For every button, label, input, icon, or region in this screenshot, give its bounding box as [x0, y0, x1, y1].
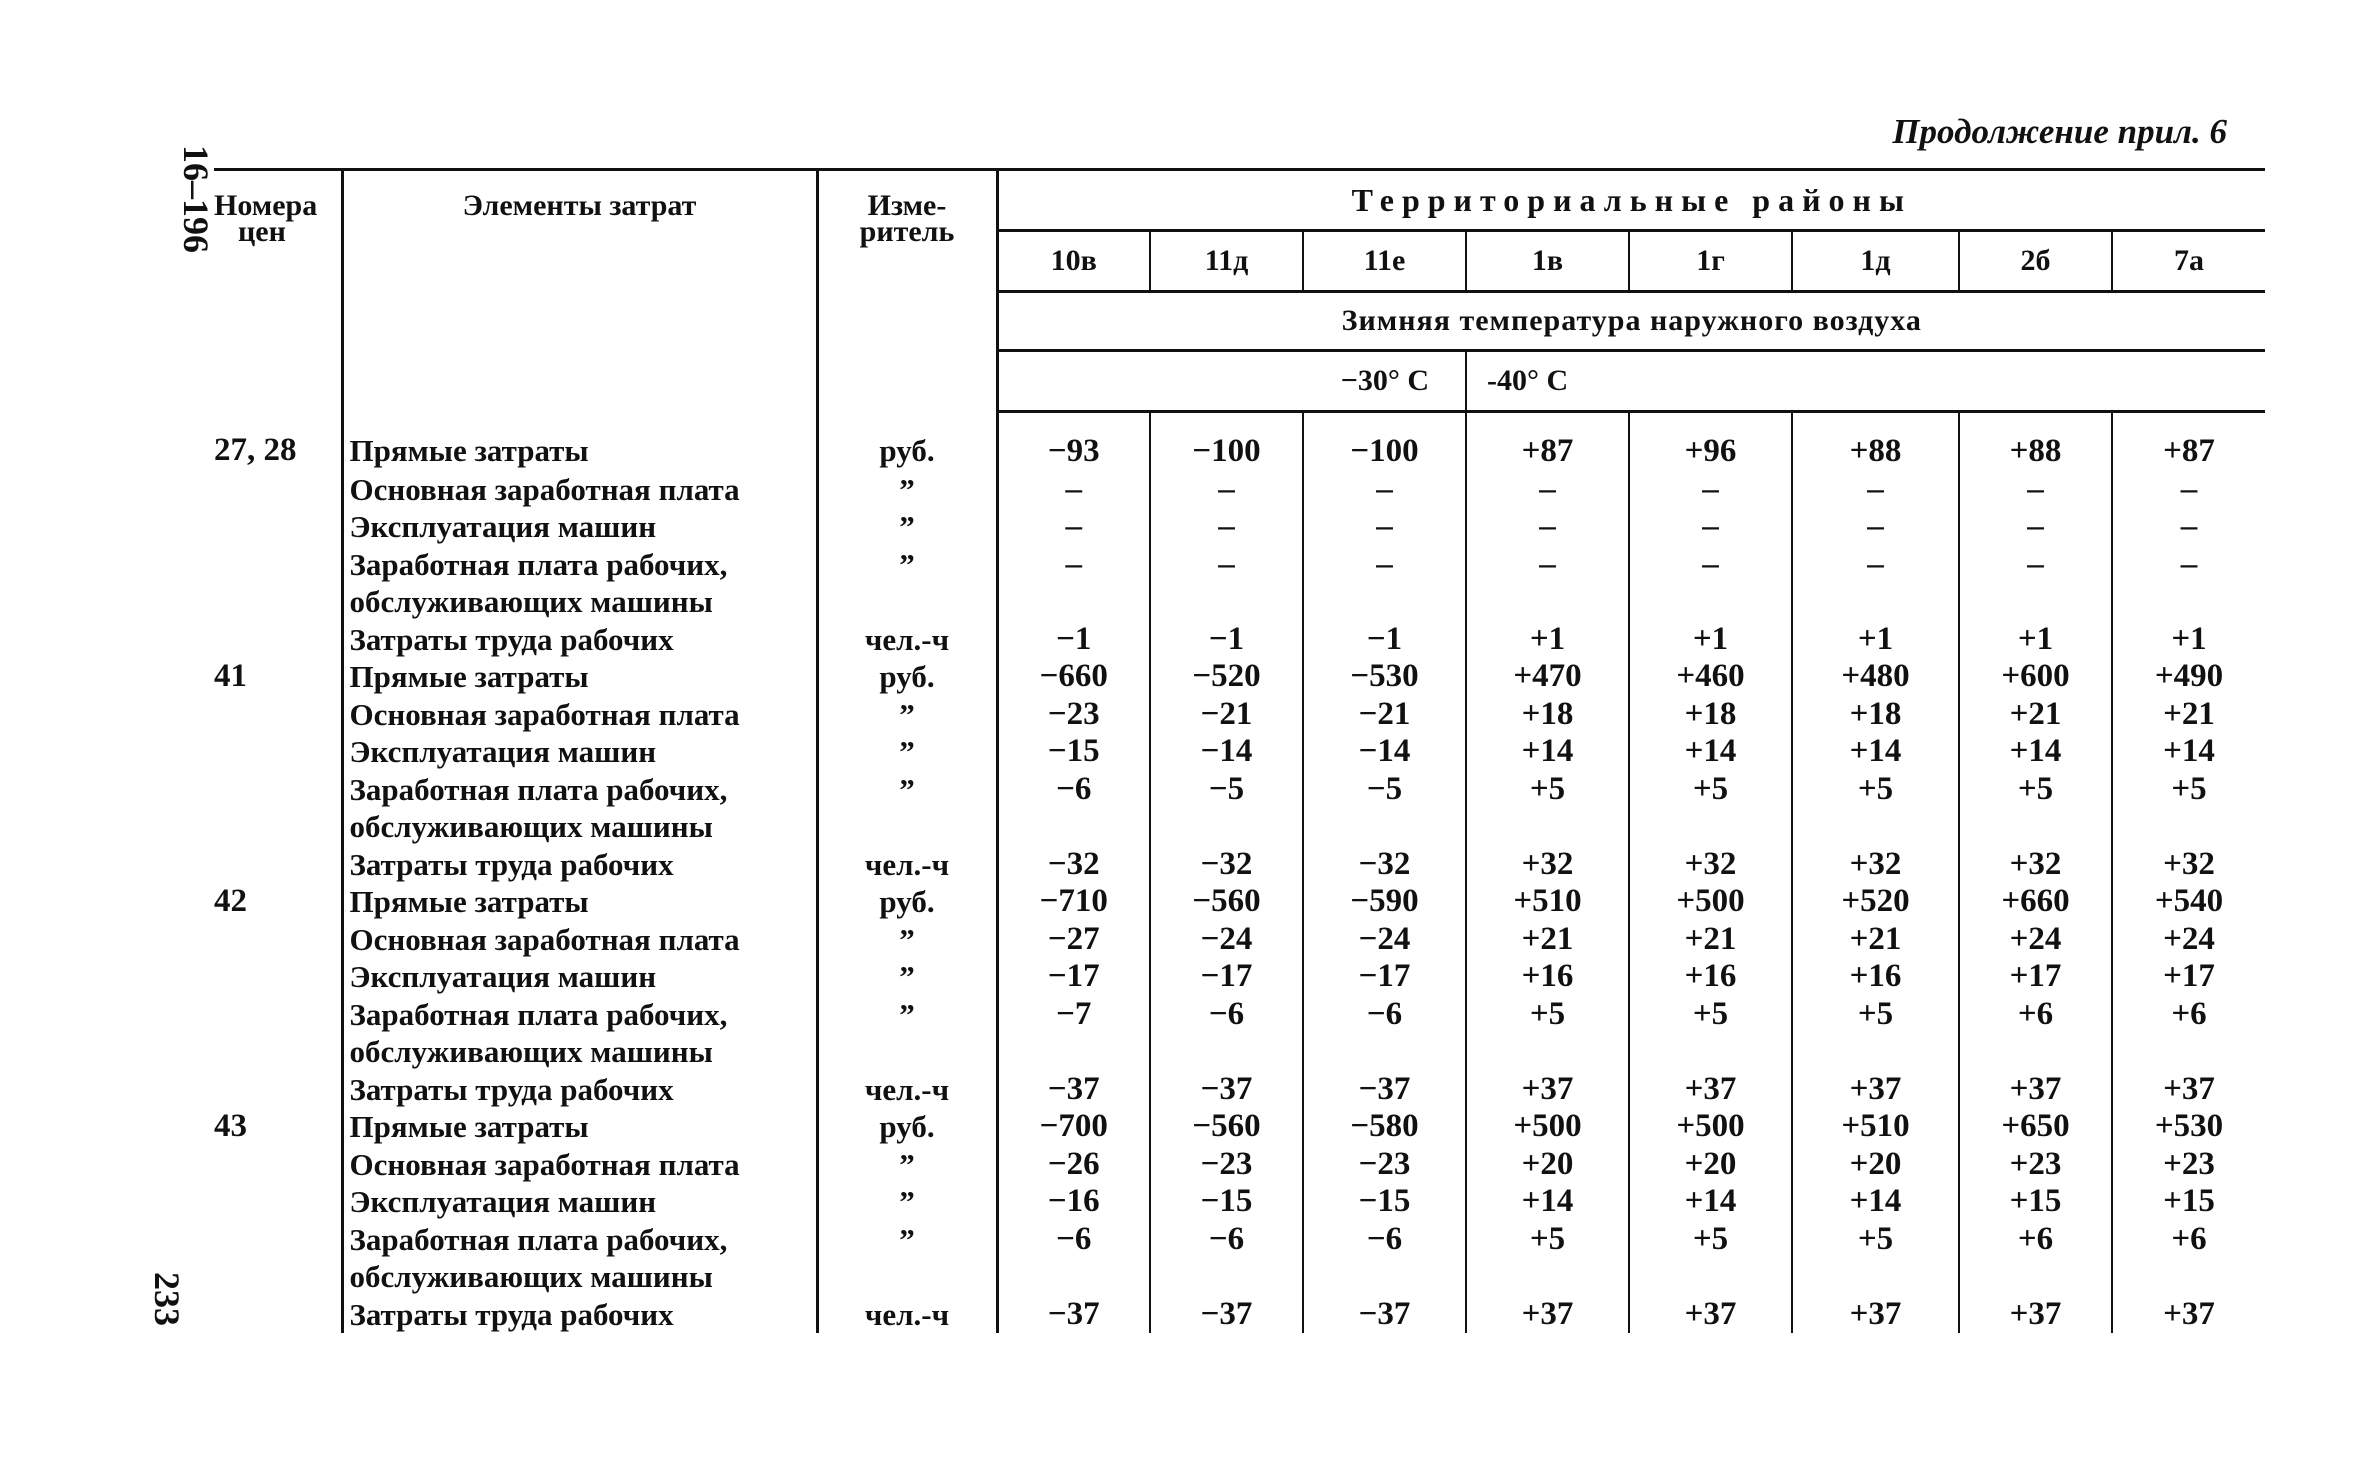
- header-region-code: 7а: [2112, 231, 2265, 292]
- price-number: [214, 546, 342, 621]
- region-value: +14: [2163, 733, 2215, 769]
- region-value: +650: [1959, 1108, 2112, 1146]
- region-value: +5: [2171, 770, 2207, 807]
- price-number: [214, 1221, 342, 1296]
- cost-element: Затраты труда рабочих: [342, 1296, 817, 1334]
- region-value: +5: [1629, 996, 1792, 1071]
- unit-of-measure: чел.-ч: [817, 621, 997, 659]
- cost-element: Затраты труда рабочих: [342, 621, 817, 659]
- region-value: +540: [2154, 883, 2224, 919]
- region-value: −26: [997, 1146, 1150, 1184]
- price-number: 42: [214, 883, 247, 919]
- region-value: −6: [1303, 1221, 1466, 1296]
- region-value: +14: [1959, 733, 2112, 771]
- region-value: +16: [1792, 958, 1959, 996]
- table-row: [214, 996, 2265, 1071]
- cost-element: Заработная плата рабочих, обслуживающих машины: [342, 771, 817, 846]
- table-row: [214, 846, 2265, 884]
- header-region-code: 11д: [1150, 231, 1303, 292]
- region-value: –: [1303, 546, 1466, 621]
- unit-of-measure: ”: [817, 546, 997, 621]
- region-value: –: [1303, 508, 1466, 546]
- cost-element: Прямые затраты: [342, 412, 817, 471]
- region-value: +88: [1959, 412, 2112, 471]
- region-value: –: [1150, 471, 1303, 509]
- region-value: –: [1629, 471, 1792, 509]
- region-value: +37: [1959, 1296, 2112, 1334]
- table-row: [214, 1296, 2265, 1334]
- region-value: +21: [1792, 921, 1959, 959]
- region-value: −24: [1303, 921, 1466, 959]
- unit-of-measure: ”: [817, 771, 997, 846]
- price-number: [214, 508, 342, 546]
- price-number: [214, 471, 342, 509]
- region-value: +20: [1792, 1146, 1959, 1184]
- price-number: [214, 958, 342, 996]
- header-unit: [817, 170, 997, 412]
- region-value: −37: [1303, 1296, 1466, 1334]
- region-value: +5: [1466, 1221, 1629, 1296]
- region-value: −5: [1150, 771, 1303, 846]
- region-value: –: [2180, 545, 2198, 582]
- region-value: −6: [997, 1221, 1150, 1296]
- cost-element: Эксплуатация машин: [342, 733, 817, 771]
- region-value: −14: [1303, 733, 1466, 771]
- region-value: –: [1792, 508, 1959, 546]
- unit-of-measure: ”: [817, 471, 997, 509]
- table-row: [214, 471, 2265, 509]
- region-value: +14: [1792, 1183, 1959, 1221]
- region-value: −1: [997, 621, 1150, 659]
- cost-element: Заработная плата рабочих, обслуживающих машины: [342, 996, 817, 1071]
- region-value: –: [997, 508, 1150, 546]
- unit-of-measure: чел.-ч: [817, 846, 997, 884]
- table-row: [214, 1108, 2265, 1146]
- region-value: +15: [2163, 1183, 2215, 1219]
- region-value: +14: [1629, 733, 1792, 771]
- region-value: −6: [1150, 996, 1303, 1071]
- cost-element: Затраты труда рабочих: [342, 846, 817, 884]
- region-value: +37: [1466, 1296, 1629, 1334]
- region-value: +23: [2163, 1145, 2215, 1182]
- unit-of-measure: ”: [817, 921, 997, 959]
- table-row: [214, 771, 2265, 846]
- cost-element: Эксплуатация машин: [342, 508, 817, 546]
- unit-of-measure: ”: [817, 996, 997, 1071]
- region-value: +500: [1629, 883, 1792, 921]
- unit-of-measure: ”: [817, 733, 997, 771]
- region-value: +37: [1466, 1071, 1629, 1109]
- region-value: +5: [1792, 996, 1959, 1071]
- region-value: −5: [1303, 771, 1466, 846]
- table-row: [214, 621, 2265, 659]
- region-value: +500: [1629, 1108, 1792, 1146]
- region-value: +37: [1792, 1296, 1959, 1334]
- header-region-code: 11е: [1303, 231, 1466, 292]
- cost-element: Основная заработная плата: [342, 1146, 817, 1184]
- region-value: −6: [1150, 1221, 1303, 1296]
- header-region-code: 10в: [997, 231, 1150, 292]
- region-value: +530: [2154, 1108, 2224, 1144]
- page-number: 233: [147, 1272, 187, 1326]
- region-value: −16: [997, 1183, 1150, 1221]
- margin-code: 16–196: [176, 145, 216, 253]
- region-value: +14: [1466, 733, 1629, 771]
- region-value: +24: [2163, 920, 2215, 957]
- unit-of-measure: ”: [817, 1221, 997, 1296]
- unit-of-measure: ”: [817, 958, 997, 996]
- region-value: −560: [1150, 1108, 1303, 1146]
- cost-element: Затраты труда рабочих: [342, 1071, 817, 1109]
- region-value: +1: [1466, 621, 1629, 659]
- region-value: +96: [1629, 412, 1792, 471]
- cost-element: Основная заработная плата: [342, 696, 817, 734]
- region-value: +17: [1959, 958, 2112, 996]
- region-value: −23: [1303, 1146, 1466, 1184]
- price-number: [214, 1071, 342, 1109]
- region-value: +510: [1466, 883, 1629, 921]
- region-value: +37: [2163, 1070, 2215, 1107]
- region-value: +5: [1466, 771, 1629, 846]
- region-value: −37: [1150, 1071, 1303, 1109]
- header-region-code: 2б: [1959, 231, 2112, 292]
- cost-element: Основная заработная плата: [342, 471, 817, 509]
- region-value: −17: [1150, 958, 1303, 996]
- header-number-line1: Номера: [214, 189, 318, 222]
- header-unit-line1: Изме-: [867, 189, 947, 222]
- region-value: +15: [1959, 1183, 2112, 1221]
- table-row: [214, 1221, 2265, 1296]
- region-value: –: [1629, 546, 1792, 621]
- region-value: −37: [997, 1071, 1150, 1109]
- table-row: [214, 733, 2265, 771]
- table-row: [214, 546, 2265, 621]
- price-number: [214, 1296, 342, 1334]
- table-row: [214, 696, 2265, 734]
- region-value: –: [2180, 470, 2198, 507]
- region-value: +18: [1629, 696, 1792, 734]
- cost-element: Основная заработная плата: [342, 921, 817, 959]
- table-row: [214, 1183, 2265, 1221]
- price-number: [214, 771, 342, 846]
- region-value: +18: [1792, 696, 1959, 734]
- unit-of-measure: ”: [817, 696, 997, 734]
- header-unit-line2: ритель: [859, 215, 955, 248]
- region-value: +32: [1792, 846, 1959, 884]
- table-row: [214, 658, 2265, 696]
- region-value: +5: [1792, 1221, 1959, 1296]
- region-value: −17: [1303, 958, 1466, 996]
- table-row: [214, 958, 2265, 996]
- region-value: −560: [1150, 883, 1303, 921]
- region-value: −37: [997, 1296, 1150, 1334]
- price-number: [214, 696, 342, 734]
- region-value: +5: [1792, 771, 1959, 846]
- region-value: +5: [1629, 1221, 1792, 1296]
- region-value: +37: [1629, 1071, 1792, 1109]
- price-number: [214, 996, 342, 1071]
- region-value: +37: [1959, 1071, 2112, 1109]
- table-row: [214, 508, 2265, 546]
- region-value: −6: [1303, 996, 1466, 1071]
- region-value: +23: [1959, 1146, 2112, 1184]
- header-region-code: 1д: [1792, 231, 1959, 292]
- region-value: +18: [1466, 696, 1629, 734]
- unit-of-measure: чел.-ч: [817, 1296, 997, 1334]
- region-value: +14: [1792, 733, 1959, 771]
- region-value: −32: [1303, 846, 1466, 884]
- region-value: −23: [1150, 1146, 1303, 1184]
- region-value: −93: [997, 412, 1150, 471]
- region-value: −7: [997, 996, 1150, 1071]
- unit-of-measure: руб.: [817, 1108, 997, 1146]
- region-value: +6: [2171, 995, 2207, 1032]
- header-temp-minus40: -40° С: [1466, 351, 2265, 412]
- region-value: –: [1629, 508, 1792, 546]
- region-value: +37: [2163, 1295, 2215, 1332]
- header-elements: Элементы затрат: [342, 170, 817, 412]
- region-value: –: [1792, 546, 1959, 621]
- region-value: +600: [1959, 658, 2112, 696]
- region-value: –: [997, 471, 1150, 509]
- header-temp-minus30: −30° С: [997, 351, 1466, 412]
- region-value: +14: [1466, 1183, 1629, 1221]
- region-value: −520: [1150, 658, 1303, 696]
- region-value: −660: [997, 658, 1150, 696]
- region-value: −23: [997, 696, 1150, 734]
- price-number: [214, 621, 342, 659]
- region-value: +14: [1629, 1183, 1792, 1221]
- region-value: −14: [1150, 733, 1303, 771]
- region-value: −32: [1150, 846, 1303, 884]
- region-value: −27: [997, 921, 1150, 959]
- unit-of-measure: руб.: [817, 883, 997, 921]
- cost-element: Эксплуатация машин: [342, 1183, 817, 1221]
- unit-of-measure: ”: [817, 508, 997, 546]
- table-row: [214, 1071, 2265, 1109]
- region-value: –: [1959, 471, 2112, 509]
- price-number: 41: [214, 658, 247, 694]
- region-value: −37: [1303, 1071, 1466, 1109]
- region-value: –: [1959, 508, 2112, 546]
- region-value: −100: [1150, 412, 1303, 471]
- region-value: +21: [1959, 696, 2112, 734]
- region-value: +32: [1466, 846, 1629, 884]
- region-value: –: [997, 546, 1150, 621]
- region-value: –: [1150, 508, 1303, 546]
- region-value: +21: [1629, 921, 1792, 959]
- cost-element: Эксплуатация машин: [342, 958, 817, 996]
- region-value: +1: [2171, 620, 2207, 657]
- region-value: −100: [1303, 412, 1466, 471]
- table-row: [214, 1146, 2265, 1184]
- price-number: 43: [214, 1108, 247, 1144]
- price-number: [214, 1146, 342, 1184]
- region-value: −32: [997, 846, 1150, 884]
- cost-element: Прямые затраты: [342, 1108, 817, 1146]
- region-value: –: [2180, 508, 2198, 544]
- region-value: +510: [1792, 1108, 1959, 1146]
- region-value: +88: [1792, 412, 1959, 471]
- header-number-line2: цен: [238, 215, 286, 248]
- region-value: +37: [1792, 1071, 1959, 1109]
- region-value: +20: [1466, 1146, 1629, 1184]
- region-value: −580: [1303, 1108, 1466, 1146]
- region-value: −15: [1303, 1183, 1466, 1221]
- price-number: 27, 28: [214, 431, 297, 468]
- header-region-code: 1г: [1629, 231, 1792, 292]
- header-number: [214, 170, 342, 412]
- region-value: −710: [997, 883, 1150, 921]
- price-number: [214, 733, 342, 771]
- region-value: −17: [997, 958, 1150, 996]
- region-value: +21: [1466, 921, 1629, 959]
- unit-of-measure: чел.-ч: [817, 1071, 997, 1109]
- unit-of-measure: руб.: [817, 658, 997, 696]
- region-value: +520: [1792, 883, 1959, 921]
- region-value: +5: [1629, 771, 1792, 846]
- region-value: +490: [2154, 658, 2224, 694]
- region-value: –: [1466, 471, 1629, 509]
- region-value: −1: [1150, 621, 1303, 659]
- region-value: +6: [1959, 1221, 2112, 1296]
- region-value: +32: [1959, 846, 2112, 884]
- region-value: −21: [1303, 696, 1466, 734]
- cost-element: Прямые затраты: [342, 658, 817, 696]
- region-value: +87: [1466, 412, 1629, 471]
- cost-element: Заработная плата рабочих, обслуживающих машины: [342, 1221, 817, 1296]
- table-row: [214, 921, 2265, 959]
- region-value: −37: [1150, 1296, 1303, 1334]
- region-value: −590: [1303, 883, 1466, 921]
- unit-of-measure: ”: [817, 1183, 997, 1221]
- region-value: +500: [1466, 1108, 1629, 1146]
- region-value: +32: [2163, 845, 2215, 882]
- region-value: +17: [2163, 958, 2215, 994]
- region-value: −6: [997, 771, 1150, 846]
- region-value: +6: [2171, 1220, 2207, 1257]
- cost-element: Заработная плата рабочих, обслуживающих машины: [342, 546, 817, 621]
- cost-table: [214, 168, 2265, 1333]
- region-value: +24: [1959, 921, 2112, 959]
- table-row: [214, 412, 2265, 471]
- region-value: +6: [1959, 996, 2112, 1071]
- price-number: [214, 921, 342, 959]
- region-value: +16: [1629, 958, 1792, 996]
- region-value: +1: [1629, 621, 1792, 659]
- region-value: −1: [1303, 621, 1466, 659]
- region-value: +20: [1629, 1146, 1792, 1184]
- region-value: +1: [1959, 621, 2112, 659]
- region-value: –: [1959, 546, 2112, 621]
- cost-element: Прямые затраты: [342, 883, 817, 921]
- region-value: +5: [1959, 771, 2112, 846]
- region-value: –: [1792, 471, 1959, 509]
- header-region-code: 1в: [1466, 231, 1629, 292]
- region-value: –: [1466, 546, 1629, 621]
- region-value: +21: [2163, 695, 2215, 732]
- price-number: [214, 846, 342, 884]
- region-value: –: [1466, 508, 1629, 546]
- region-value: +470: [1466, 658, 1629, 696]
- region-value: +480: [1792, 658, 1959, 696]
- region-value: −21: [1150, 696, 1303, 734]
- unit-of-measure: руб.: [817, 412, 997, 471]
- price-number: [214, 1183, 342, 1221]
- region-value: −530: [1303, 658, 1466, 696]
- region-value: +32: [1629, 846, 1792, 884]
- region-value: +16: [1466, 958, 1629, 996]
- unit-of-measure: ”: [817, 1146, 997, 1184]
- region-value: +660: [1959, 883, 2112, 921]
- region-value: +37: [1629, 1296, 1792, 1334]
- region-value: −15: [1150, 1183, 1303, 1221]
- region-value: +1: [1792, 621, 1959, 659]
- region-value: −15: [997, 733, 1150, 771]
- header-regions: Территориальные районы: [997, 170, 2265, 231]
- table-row: [214, 883, 2265, 921]
- table-caption: Продолжение прил. 6: [1892, 112, 2227, 151]
- region-value: −24: [1150, 921, 1303, 959]
- region-value: +87: [2163, 433, 2215, 469]
- region-value: +460: [1629, 658, 1792, 696]
- header-winter-temperature: Зимняя температура наружного воздуха: [997, 292, 2265, 351]
- region-value: –: [1303, 471, 1466, 509]
- region-value: −700: [997, 1108, 1150, 1146]
- region-value: +5: [1466, 996, 1629, 1071]
- region-value: –: [1150, 546, 1303, 621]
